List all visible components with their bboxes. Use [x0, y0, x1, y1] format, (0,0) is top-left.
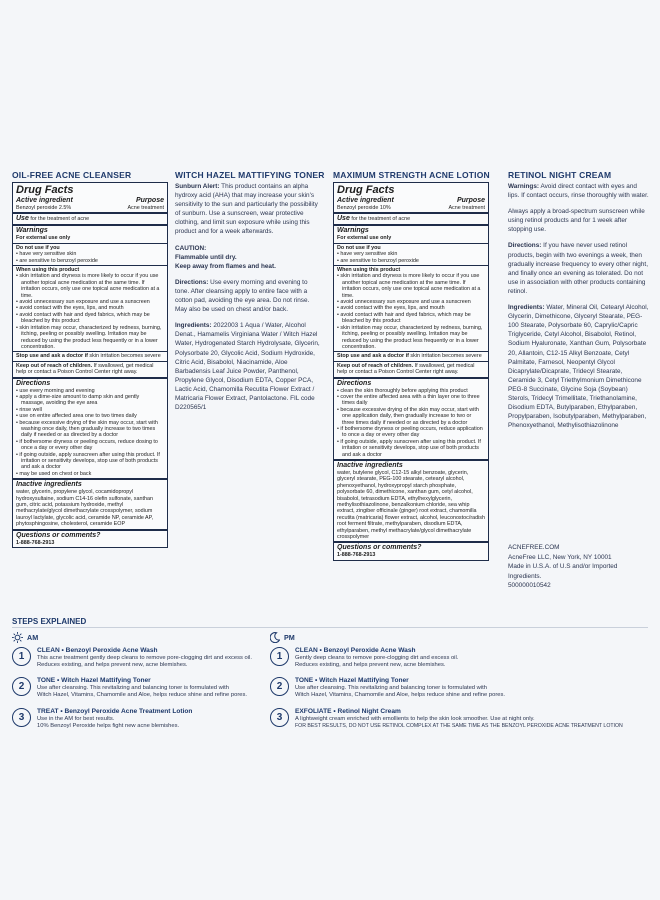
step-text: 10% Benzoyl Peroxide helps fight new acne blemishes. — [37, 723, 180, 730]
step-heading: CLEAN • Benzoyl Peroxide Acne Wash — [37, 647, 158, 654]
stop-use-text: skin irritation becomes severe — [410, 353, 482, 360]
when-using: When using this product — [337, 267, 401, 274]
moon-icon — [270, 632, 280, 643]
step-text: Use after cleansing. This revitalizing and balancing toner is formulated with — [295, 685, 487, 691]
stop-use: Stop use and ask a doctor if — [16, 353, 88, 360]
list-item: • avoid contact with hair and dyed fabrics, which may be bleached by this product — [21, 312, 164, 325]
product-code: 500000010542 — [508, 582, 551, 590]
list-item: • have very sensitive skin — [21, 251, 164, 257]
ingredients-label: Ingredients: — [508, 304, 545, 312]
inactive-label: Inactive ingredients — [16, 481, 82, 489]
address: AcneFree LLC, New York, NY 10001 — [508, 553, 612, 561]
retinol-title: RETINOL NIGHT CREAM — [508, 170, 612, 180]
keep-out-text: If swallowed, get medical help or contact a Poison Control Center right away. — [16, 362, 154, 376]
list-item: • skin irritation may occur, characterized by redness, burning, itching, peeling or possibly swelling. Irritation may be reduced by using the product less frequently or in a lower concentration. — [21, 325, 164, 351]
step-heading: EXFOLIATE • Retinol Night Cream — [295, 708, 401, 715]
warnings-text: Avoid direct contact with eyes and lips. If contact occurs, rinse thoroughly with water. — [508, 183, 649, 200]
drug-facts-title: Drug Facts — [337, 184, 395, 196]
when-using-list — [16, 273, 164, 350]
step-heading: CLEAN • Benzoyl Peroxide Acne Wash — [295, 647, 416, 654]
keep-out-text: If swallowed, get medical help or contact a Poison Control Center right away. — [337, 362, 475, 376]
do-not-list — [337, 251, 485, 264]
sunscreen-text: Always apply a broad-spectrum sunscreen while using retinol products and for 1 week after stopping use. — [508, 208, 645, 234]
pm-label: PM — [284, 633, 295, 642]
when-using: When using this product — [16, 267, 80, 274]
inactive-label: Inactive ingredients — [337, 462, 403, 469]
do-not-use: Do not use if you — [337, 244, 381, 251]
list-item: • are sensitive to benzoyl peroxide — [342, 258, 485, 264]
keep-out: Keep out of reach of children. — [337, 362, 414, 369]
pm-step-3 — [270, 708, 655, 730]
directions-text: If you have never used retinol products, begin with two evenings a week, then gradually increase frequency to every other night, and finally once an evening as tolerated. Do not use in association with other products containing retinol. — [508, 242, 648, 295]
step-heading: TREAT • Benzoyl Peroxide Acne Treatment Lotion — [37, 708, 193, 715]
external-use: For external use only — [337, 235, 392, 242]
list-item: • avoid contact with the eyes, lips, and mouth — [21, 305, 164, 311]
list-item: • use every morning and evening — [21, 388, 164, 394]
purpose: Acne treatment — [448, 205, 485, 211]
phone-number: 1-888-768-2913 — [337, 552, 376, 559]
when-using-list — [337, 273, 485, 350]
list-item: • if bothersome dryness or peeling occurs, reduce dosing to once a day or every other day — [21, 439, 164, 452]
pm-heading — [270, 632, 295, 643]
flammable-text: Flammable until dry. — [175, 253, 237, 261]
directions-list — [16, 388, 164, 478]
list-item: • avoid unnecessary sun exposure and use a sunscreen — [342, 299, 485, 305]
list-item: • are sensitive to benzoyl peroxide — [21, 258, 164, 264]
step-text: FOR BEST RESULTS, DO NOT USE RETINOL COMPLEX AT THE SAME TIME AS THE BENZOYL PEROXIDE ACNE TREATMENT LOTION — [295, 723, 623, 730]
am-step-3 — [12, 708, 192, 730]
sunburn-alert-text: This product contains an alpha hydroxy acid (AHA) that may increase your skin's sensitivity to the sun and particularly the possibility of sunburn. Use a sunscreen, wear protective clothing, and limit sun exposure while using this product and for a week afterwards. — [175, 183, 318, 236]
step-text: Reduces existing, and helps prevent new, acne blemishes. — [37, 662, 188, 669]
step-number: 1 — [12, 647, 31, 666]
drug-facts-title: Drug Facts — [16, 184, 74, 196]
list-item: • if bothersome dryness or peeling occurs, reduce application to once a day or every other day — [342, 426, 485, 439]
step-text: Use after cleansing. This revitalizing and balancing toner is formulated with — [37, 685, 229, 691]
directions-label: Directions: — [175, 278, 209, 286]
list-item: • cover the entire affected area with a thin layer one to three times daily — [342, 394, 485, 407]
retinol-text — [508, 182, 650, 437]
list-item: • if going outside, apply sunscreen after using this product. If irritation or sensitivity develops, stop use of both products and ask a doctor — [342, 439, 485, 458]
am-heading — [12, 632, 38, 643]
list-item: • may be used on chest or back — [21, 471, 164, 477]
step-text: This acne treatment gently deep cleans to remove pore-clogging dirt and excess oil. — [37, 655, 252, 661]
list-item: • avoid unnecessary sun exposure and use a sunscreen — [21, 299, 164, 305]
step-text: Reduces existing, and helps prevent new, acne blemishes. — [295, 662, 446, 669]
inactive-ingredients: water, glycerin, propylene glycol, cocamidopropyl hydroxysultaine, sodium C14-16 olefin sulfonate, xanthan gum, citric acid, potassium hydroxide, methyl methacrylate/glycol dimethacrylate crosspolymer, sodium lauroyl lactylate, glycolic acid, ceramide NP, ceramide AP, phytosphingosine, cholesterol, ceramide EOP — [16, 489, 154, 528]
steps-title: STEPS EXPLAINED — [12, 617, 87, 626]
active-ingredient-label: Active ingredient — [337, 197, 394, 204]
external-use: For external use only — [16, 235, 71, 242]
am-step-2 — [12, 677, 247, 699]
step-number: 2 — [12, 677, 31, 696]
toner-text — [175, 182, 323, 419]
directions-label: Directions — [337, 379, 372, 387]
list-item: • clean the skin thoroughly before applying this product — [342, 388, 485, 394]
use-label: Use — [16, 215, 29, 223]
step-text: Witch Hazel, Vitamins, Chamomile and Aloe, helps reduce shine and refine pores. — [295, 692, 505, 699]
list-item: • skin irritation and dryness is more likely to occur if you use another topical acne medication at the same time. If irritation occurs, only use one topical acne medication at a time. — [342, 273, 485, 299]
stop-use: Stop use and ask a doctor if — [337, 353, 409, 360]
step-heading: TONE • Witch Hazel Mattifying Toner — [37, 677, 151, 684]
use-text: for the treatment of acne — [30, 216, 90, 223]
divider — [12, 627, 648, 628]
step-number: 2 — [270, 677, 289, 696]
directions-list — [337, 388, 485, 458]
toner-title: WITCH HAZEL MATTIFYING TONER — [175, 170, 325, 180]
lotion-title: MAXIMUM STRENGTH ACNE LOTION — [333, 170, 490, 180]
pm-step-2 — [270, 677, 505, 699]
ingredients-text: Water, Mineral Oil, Cetearyl Alcohol, Glycerin, Dimethicone, Glyceryl Stearate, PEG-100 Stearate, Polysorbate 60, Caprylic/Capric Triglyceride, Cetyl Alcohol, Bisabolol, Retinol, Sodium Hyaluronate, Xanthan Gum, Polysorbate 20, Allantoin, C12-15 Alkyl Benzoate, Cetyl Palmitate, Farnesol, Neopentyl Glycol Dicaprylate/Dicaprate, Tridecyl Stearate, Ceramide 3, Cetyl Triethylmonium Dimethicone PEG-8 Succinate, Glycine Soja (Soybean) Sterols, Tridecyl Trimellitate, Triethanolamine, Disodium EDTA, Butylparaben, Ethylparaben, Propylparaben, Isobutylparaben, Methylparaben, Phenoxyethanol, Methylisothiazolinone — [508, 304, 649, 430]
cleanser-title: OIL-FREE ACNE CLEANSER — [12, 170, 132, 180]
directions-label: Directions: — [508, 242, 542, 250]
questions-label: Questions or comments? — [337, 544, 422, 552]
do-not-list — [16, 251, 164, 264]
step-text: Use in the AM for best results. — [37, 716, 115, 722]
use-label: Use — [337, 215, 350, 223]
inactive-ingredients: water, butylene glycol, C12-15 alkyl benzoate, glycerin, glyceryl stearate, PEG-100 stearate, cetearyl alcohol, phenoxyethanol, hydroxypropyl starch phosphate, polysorbate 60, dimethicone, xanthan gum, cetyl alcohol, bisabolol, tetrasodium EDTA, ethylhexylglycerin, methylisothiazolinone, benzalkonium chloride, sea whip extract, zingiber officinale (ginger) root extract, chamomilla recutita (matricaria) flower extract, alcohol, leuconostoc/radish root ferment filtrate, methylparaben, disodium EDTA, ethylparaben, methyl methacrylate/glycol dimethacrylate crosspolymer — [337, 470, 486, 541]
step-number: 1 — [270, 647, 289, 666]
use-text: for the treatment of acne — [351, 216, 411, 223]
website: ACNEFREE.COM — [508, 544, 560, 551]
keep-away-text: Keep away from flames and heat. — [175, 262, 276, 270]
list-item: • have very sensitive skin — [342, 251, 485, 257]
directions-text: Use every morning and evening to tone. After cleansing apply to entire face with a cotton pad, avoiding the eye area. Do not rinse. May also be used on chest and/or back. — [175, 278, 310, 314]
list-item: • avoid contact with hair and dyed fabrics, which may be bleached by this product — [342, 312, 485, 325]
sunburn-alert-label: Sunburn Alert: — [175, 183, 220, 190]
active-ingredient: Benzoyl peroxide 10% — [337, 205, 391, 211]
am-step-1 — [12, 647, 252, 669]
do-not-use: Do not use if you — [16, 244, 60, 251]
lotion-drug-facts — [333, 182, 489, 561]
warnings-label: Warnings: — [508, 183, 540, 190]
purpose-label: Purpose — [456, 197, 485, 204]
ingredients-text: 2022003 1 Aqua / Water, Alcohol Denat., Hamamelis Virginiana Water / Witch Hazel Water, Hydrogenated Starch Hydrolysate, Glycerin, Polysorbate 20, Glycolic Acid, Sodium Hydroxide, Citric Acid, Bisabolol, Niacinamide, Aloe Barbadensis Leaf Juice Powder, Panthenol, Propylene Glycol, Disodium EDTA, Copper PCA, Lactic Acid, Chamomilla Recutita Flower Extract / Matricaria Flower Extract, Pantolactone. FIL code D220565/1 — [175, 322, 320, 412]
made-in: Made in U.S.A. of U.S and/or Imported Ingredients. — [508, 563, 618, 580]
list-item: • skin irritation and dryness is more likely to occur if you use another topical acne medication at the same time. If irritation occurs, only use one topical acne medication at a time. — [21, 273, 164, 299]
cleanser-drug-facts — [12, 182, 168, 548]
company-info — [508, 543, 650, 591]
sun-icon — [12, 632, 23, 643]
list-item: • skin irritation may occur, characterized by redness, burning, itching, peeling or possibly swelling. Irritation may be reduced by using the product less frequently or in a lower concentration. — [342, 325, 485, 351]
list-item: • because excessive drying of the skin may occur, start with washing once daily, then gradually increase to two times daily if needed or as directed by a doctor — [21, 420, 164, 439]
step-number: 3 — [270, 708, 289, 727]
list-item: • if going outside, apply sunscreen after using this product. If irritation or sensitivity develops, stop use of both products and ask a doctor — [21, 452, 164, 471]
purpose: Acne treatment — [127, 205, 164, 211]
questions-label: Questions or comments? — [16, 531, 101, 539]
step-text: Witch Hazel, Vitamins, Chamomile and Aloe, helps reduce shine and refine pores. — [37, 692, 247, 699]
active-ingredient: Benzoyl peroxide 2.5% — [16, 205, 72, 211]
list-item: • apply a dime-size amount to damp skin and gently massage, avoiding the eye area — [21, 394, 164, 407]
step-text: A lightweight cream enriched with emollients to help the skin look smoother. Use at night only. — [295, 716, 535, 722]
list-item: • because excessive drying of the skin may occur, start with one application daily, then gradually increase to two or three times daily if needed or as directed by a doctor — [342, 407, 485, 426]
ingredients-label: Ingredients: — [175, 322, 212, 330]
purpose-label: Purpose — [135, 197, 164, 204]
am-label: AM — [27, 633, 39, 642]
step-number: 3 — [12, 708, 31, 727]
active-ingredient-label: Active ingredient — [16, 197, 73, 204]
phone-number: 1-888-768-2913 — [16, 539, 55, 546]
warnings-label: Warnings — [16, 227, 48, 235]
warnings-label: Warnings — [337, 227, 369, 235]
step-text: Gently deep cleans to remove pore-clogging dirt and excess oil. — [295, 655, 459, 661]
directions-label: Directions — [16, 379, 51, 387]
caution-label: CAUTION: — [175, 244, 207, 252]
list-item: • avoid contact with the eyes, lips, and mouth — [342, 305, 485, 311]
keep-out: Keep out of reach of children. — [16, 362, 93, 369]
step-heading: TONE • Witch Hazel Mattifying Toner — [295, 677, 409, 684]
stop-use-text: skin irritation becomes severe — [89, 353, 161, 360]
list-item: • use on entire affected area one to two times daily — [21, 413, 164, 419]
list-item: • rinse well — [21, 407, 164, 413]
pm-step-1 — [270, 647, 458, 669]
